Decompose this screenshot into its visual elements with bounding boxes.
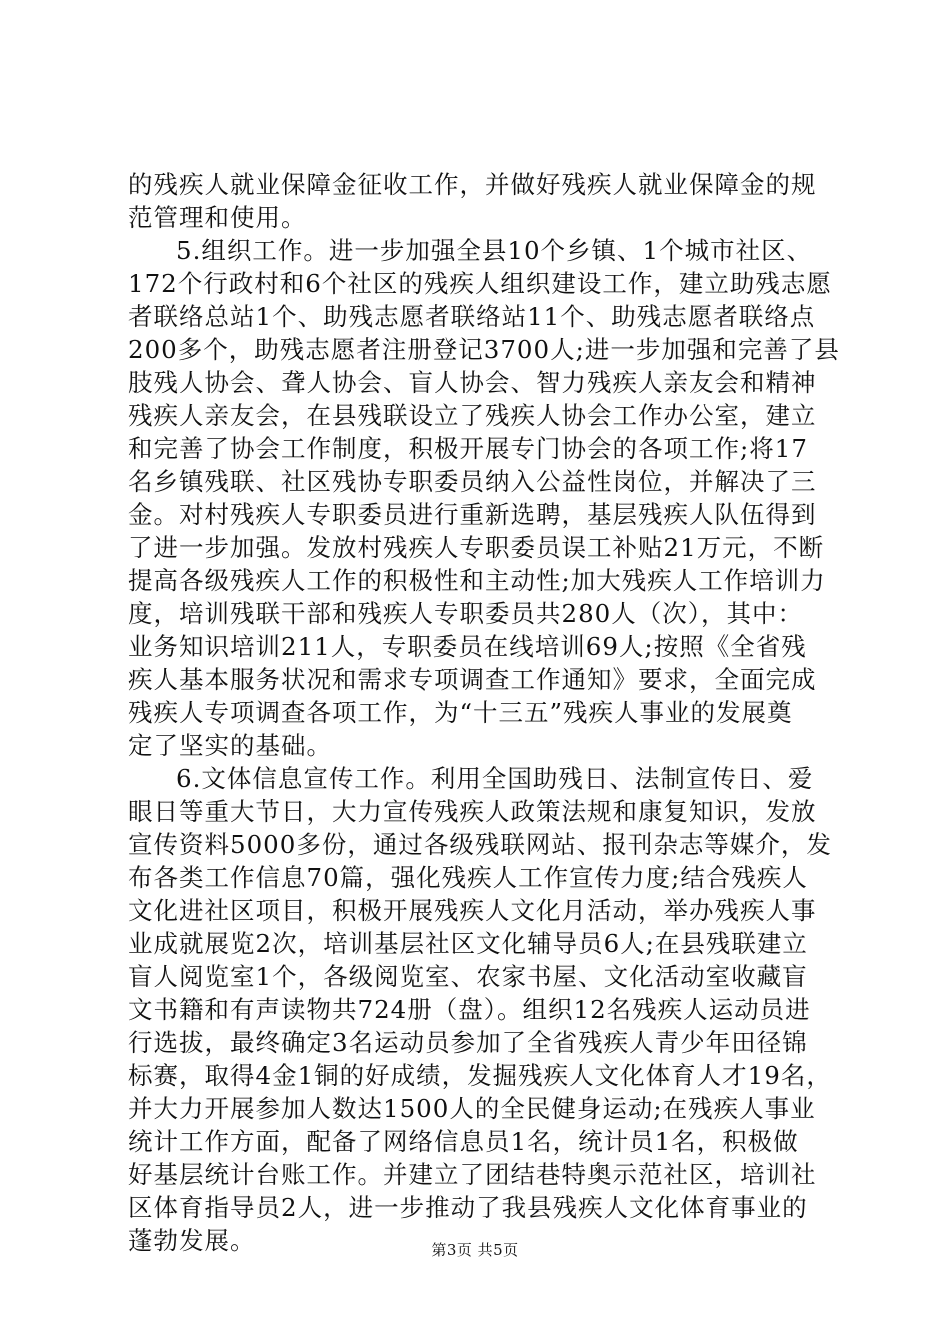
text-line: 度，培训残联干部和残疾人专职委员共280人（次），其中： (128, 599, 804, 628)
page-number-footer: 第3页 共5页 (431, 1241, 519, 1259)
text-line: 布各类工作信息70篇，强化残疾人工作宣传力度;结合残疾人 (128, 863, 808, 892)
text-line: 疾人基本服务状况和需求专项调查工作通知》要求，全面完成 (128, 665, 817, 694)
paragraph-start-line: 6.文体信息宣传工作。利用全国助残日、法制宣传日、爱 (176, 764, 814, 793)
text-line: 标赛，取得4金1铜的好成绩，发掘残疾人文化体育人才19名， (128, 1061, 832, 1090)
text-line: 者联络总站1个、助残志愿者联络站11个、助残志愿者联络点 (128, 302, 816, 331)
text-line: 宣传资料5000多份，通过各级残联网站、报刊杂志等媒介，发 (128, 830, 832, 859)
text-line: 范管理和使用。 (128, 203, 307, 232)
text-line: 业成就展览2次，培训基层社区文化辅导员6人;在县残联建立 (128, 929, 808, 958)
text-line: 残疾人亲友会，在县残联设立了残疾人协会工作办公室，建立 (128, 401, 817, 430)
text-line: 统计工作方面，配备了网络信息员1名，统计员1名，积极做 (128, 1127, 799, 1156)
text-line: 和完善了协会工作制度，积极开展专门协会的各项工作;将17 (128, 434, 808, 463)
text-line: 肢残人协会、聋人协会、盲人协会、智力残疾人亲友会和精神 (128, 368, 817, 397)
text-line: 行选拔，最终确定3名运动员参加了全省残疾人青少年田径锦 (128, 1028, 808, 1057)
text-line: 名乡镇残联、社区残协专职委员纳入公益性岗位，并解决了三 (128, 467, 817, 496)
body-text (128, 168, 848, 1257)
text-line: 眼日等重大节日，大力宣传残疾人政策法规和康复知识，发放 (128, 797, 817, 826)
text-line: 蓬勃发展。 (128, 1226, 256, 1255)
text-line: 了进一步加强。发放村残疾人专职委员误工补贴21万元，不断 (128, 533, 825, 562)
text-line: 区体育指导员2人，进一步推动了我县残疾人文化体育事业的 (128, 1193, 808, 1222)
text-line: 定了坚实的基础。 (128, 731, 332, 760)
text-line: 文书籍和有声读物共724册（盘）。组织12名残疾人运动员进 (128, 995, 811, 1024)
text-line: 的残疾人就业保障金征收工作，并做好残疾人就业保障金的规 (128, 170, 817, 199)
text-line: 盲人阅览室1个，各级阅览室、农家书屋、文化活动室收藏盲 (128, 962, 808, 991)
text-line: 业务知识培训211人，专职委员在线培训69人;按照《全省残 (128, 632, 807, 661)
text-line: 提高各级残疾人工作的积极性和主动性;加大残疾人工作培训力 (128, 566, 826, 595)
text-line: 残疾人专项调查各项工作，为“十三五”残疾人事业的发展奠 (128, 698, 793, 727)
text-line: 200多个，助残志愿者注册登记3700人;进一步加强和完善了县 (128, 335, 840, 364)
paragraph-start-line: 5.组织工作。进一步加强全县10个乡镇、1个城市社区、 (176, 236, 813, 265)
text-line: 文化进社区项目，积极开展残疾人文化月活动，举办残疾人事 (128, 896, 817, 925)
text-line: 金。对村残疾人专职委员进行重新选聘，基层残疾人队伍得到 (128, 500, 817, 529)
text-line: 好基层统计台账工作。并建立了团结巷特奥示范社区，培训社 (128, 1160, 817, 1189)
text-line: 并大力开展参加人数达1500人的全民健身运动;在残疾人事业 (128, 1094, 816, 1123)
text-line: 172个行政村和6个社区的残疾人组织建设工作，建立助残志愿 (128, 269, 832, 298)
